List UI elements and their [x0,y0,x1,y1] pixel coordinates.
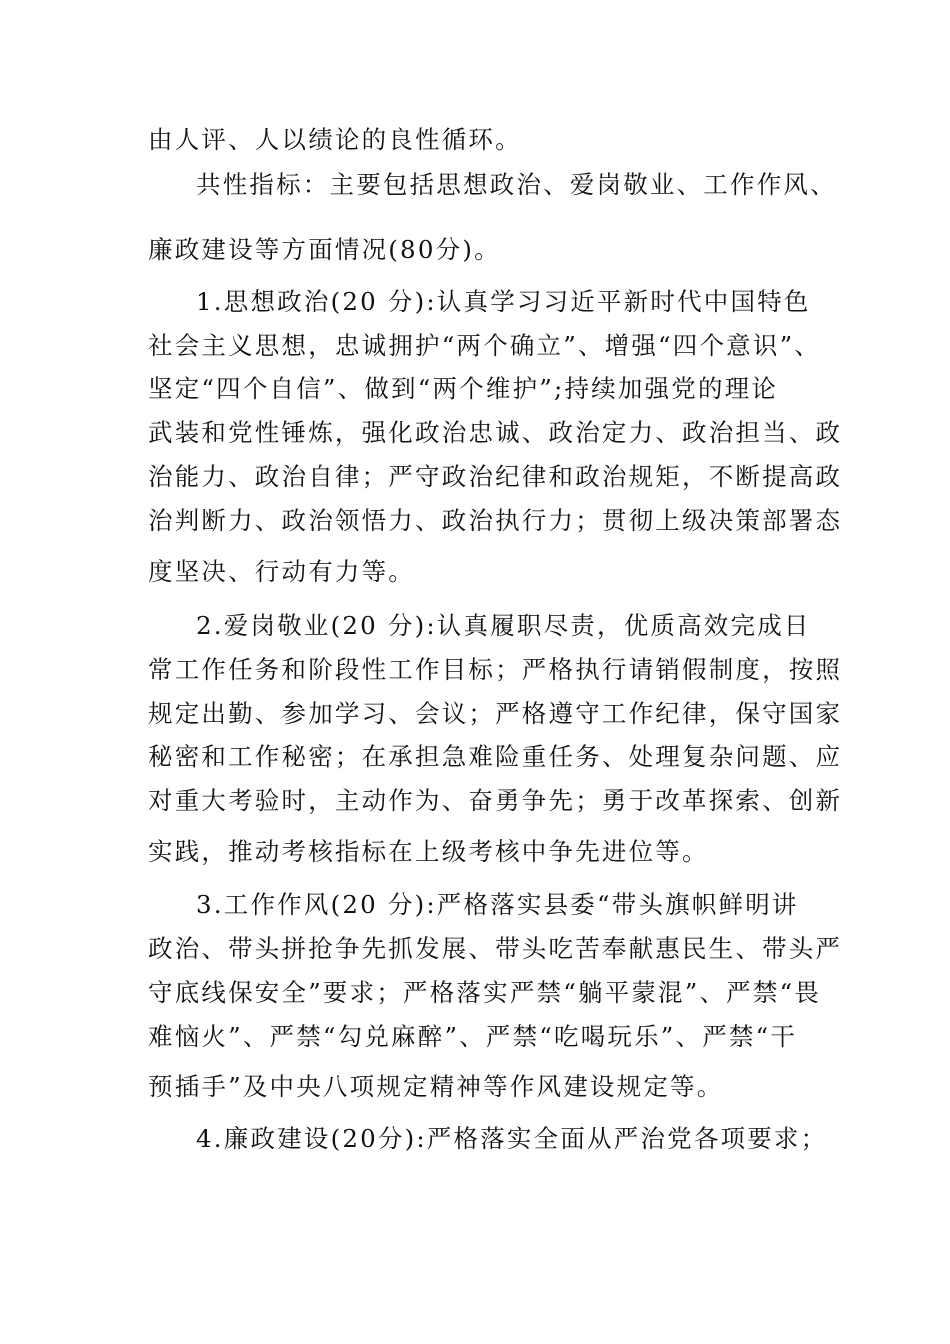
paragraph-line: 廉政建设等方面情况(80分)。 [148,235,501,264]
paragraph-line: 1.思想政治(20 分):认真学习习近平新时代中国特色 [196,287,811,316]
paragraph-line: 由人评、人以绩论的良性循环。 [148,125,522,154]
paragraph-line: 2.爱岗敬业(20 分):认真履职尽责，优质高效完成日 [196,611,811,640]
paragraph-line: 预插手”及中央八项规定精神等作风建设规定等。 [148,1072,724,1101]
paragraph-line: 社会主义思想，忠诚拥护“两个确立”、增强“四个意识”、 [148,331,821,360]
paragraph-line: 规定出勤、参加学习、会议；严格遵守工作纪律，保守国家 [148,699,843,728]
paragraph-line: 4.廉政建设(20分):严格落实全面从严治党各项要求； [196,1124,828,1153]
paragraph-line: 守底线保安全”要求；严格落实严禁“躺平蒙混”、严禁“畏 [148,978,821,1007]
paragraph-line: 难恼火”、严禁“勾兑麻醉”、严禁“吃喝玩乐”、严禁“干 [148,1022,798,1051]
paragraph-line: 秘密和工作秘密；在承担急难险重任务、处理复杂问题、应 [148,742,843,771]
paragraph-line: 实践，推动考核指标在上级考核中争先进位等。 [148,837,709,866]
paragraph-line: 坚定“四个自信”、做到“两个维护”;持续加强党的理论 [148,374,779,403]
paragraph-line: 政治、带头拼抢争先抓发展、带头吃苦奉献惠民生、带头严 [148,934,843,963]
paragraph-line: 武装和党性锤炼，强化政治忠诚、政治定力、政治担当、政 [148,418,843,447]
paragraph-line: 治判断力、政治领悟力、政治执行力；贯彻上级决策部署态 [148,506,843,535]
paragraph-line: 常工作任务和阶段性工作目标；严格执行请销假制度，按照 [148,655,843,684]
paragraph-line: 共性指标：主要包括思想政治、爱岗敬业、工作作风、 [196,170,837,199]
paragraph-line: 治能力、政治自律；严守政治纪律和政治规矩，不断提高政 [148,462,843,491]
paragraph-line: 度坚决、行动有力等。 [148,557,415,586]
paragraph-line: 对重大考验时，主动作为、奋勇争先；勇于改革探索、创新 [148,786,843,815]
paragraph-line: 3.工作作风(20 分):严格落实县委“带头旗帜鲜明讲 [196,890,799,919]
